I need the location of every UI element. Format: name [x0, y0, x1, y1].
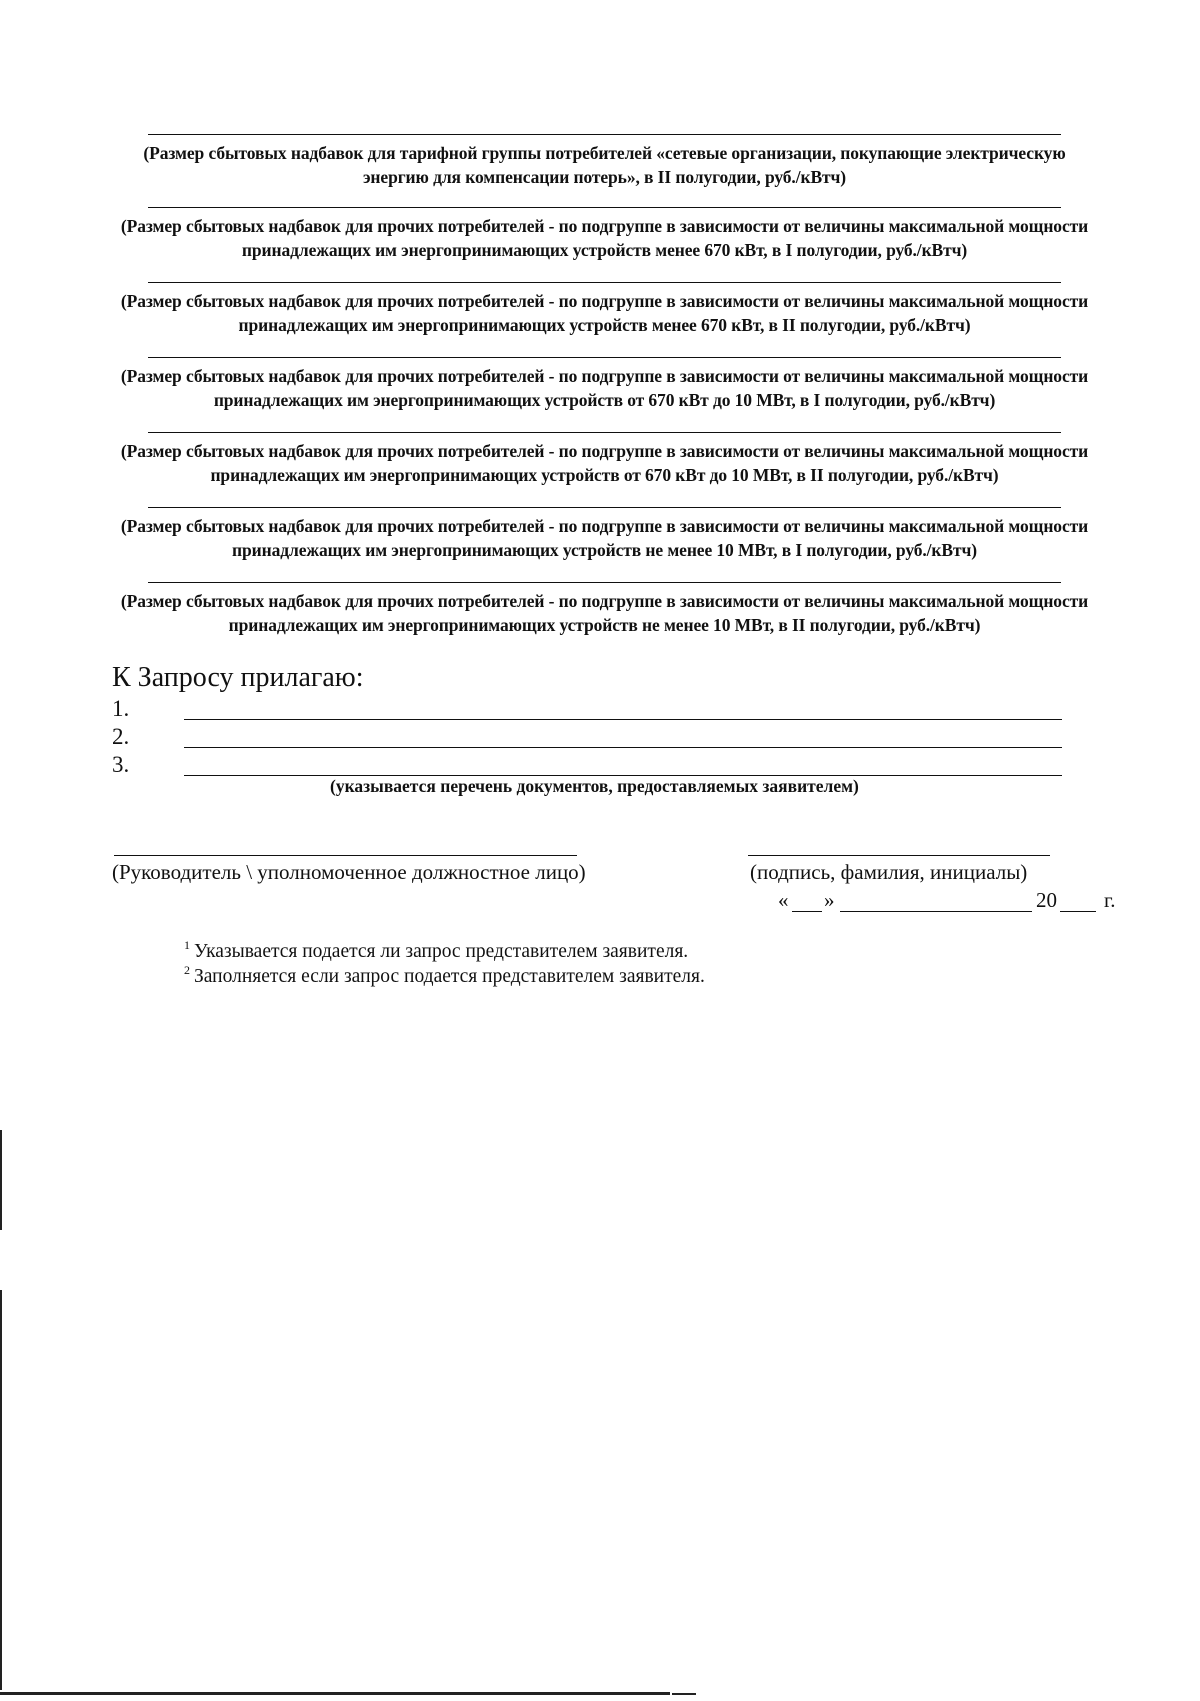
- field-caption: (Размер сбытовых надбавок для тарифной группы потребителей «сетевые организации, покупающие электрическую энергию для компенсации потерь», в II полугодии, руб./кВтч): [143, 143, 1066, 187]
- field-block-2: [112, 207, 1097, 262]
- field-caption: (Размер сбытовых надбавок для прочих потребителей - по подгруппе в зависимости от величины максимальной мощности принадлежащих им энергопринимающих устройств не менее 10 МВт, в I полугодии, руб./кВтч): [120, 516, 1089, 560]
- scan-bottom-mark: [0, 1692, 670, 1695]
- field-caption: (Размер сбытовых надбавок для прочих потребителей - по подгруппе в зависимости от величины максимальной мощности принадлежащих им энергопринимающих устройств от 670 кВт до 10 МВт, в I полугодии, руб./кВтч): [120, 366, 1089, 410]
- date-open-quote: «: [778, 888, 789, 912]
- attachment-number: 3.: [112, 752, 130, 777]
- fill-in-line[interactable]: [148, 357, 1061, 358]
- field-block-7: [112, 582, 1097, 637]
- field-block-5: [112, 432, 1097, 487]
- footnote-mark: 2: [184, 963, 190, 977]
- footnote-text: Заполняется если запрос подается представителем заявителя.: [194, 966, 705, 987]
- field-caption: (Размер сбытовых надбавок для прочих потребителей - по подгруппе в зависимости от величины максимальной мощности принадлежащих им энергопринимающих устройств менее 670 кВт, в II полугодии, руб./кВтч): [120, 291, 1089, 335]
- attachment-fill-line[interactable]: [184, 719, 1062, 720]
- signature-label: (подпись, фамилия, инициалы): [750, 860, 1028, 884]
- footnote-1: [184, 938, 688, 963]
- field-block-3: [112, 282, 1097, 337]
- official-signature-line[interactable]: [114, 855, 577, 856]
- scan-bottom-mark: [672, 1693, 696, 1695]
- attachments-title: К Запросу прилагаю:: [112, 662, 364, 693]
- footnote-text: Указывается подается ли запрос представителем заявителя.: [194, 941, 689, 962]
- field-block-1: [112, 134, 1097, 189]
- official-label: (Руководитель \ уполномоченное должностное лицо): [112, 860, 586, 884]
- date-month-blank[interactable]: [840, 911, 1032, 912]
- date-year-prefix: 20: [1036, 888, 1057, 912]
- field-caption: (Размер сбытовых надбавок для прочих потребителей - по подгруппе в зависимости от величины максимальной мощности принадлежащих им энергопринимающих устройств менее 670 кВт, в I полугодии, руб./кВтч): [120, 216, 1089, 260]
- attachments-note: (указывается перечень документов, предоставляемых заявителем): [330, 776, 859, 796]
- field-caption: (Размер сбытовых надбавок для прочих потребителей - по подгруппе в зависимости от величины максимальной мощности принадлежащих им энергопринимающих устройств не менее 10 МВт, в II полугодии, руб./кВтч): [120, 591, 1089, 635]
- fill-in-line[interactable]: [148, 432, 1061, 433]
- field-caption: (Размер сбытовых надбавок для прочих потребителей - по подгруппе в зависимости от величины максимальной мощности принадлежащих им энергопринимающих устройств от 670 кВт до 10 МВт, в II полугодии, руб./кВтч): [120, 441, 1089, 485]
- attachment-fill-line[interactable]: [184, 747, 1062, 748]
- fill-in-line[interactable]: [148, 282, 1061, 283]
- attachment-number: 1.: [112, 696, 130, 721]
- footnote-2: [184, 963, 705, 988]
- field-block-6: [112, 507, 1097, 562]
- fill-in-line[interactable]: [148, 134, 1061, 135]
- date-year-suffix: г.: [1104, 888, 1116, 912]
- attachment-item-2: [112, 724, 1062, 752]
- field-block-4: [112, 357, 1097, 412]
- signature-line[interactable]: [748, 855, 1050, 856]
- fill-in-line[interactable]: [148, 582, 1061, 583]
- attachment-item-1: [112, 696, 1062, 724]
- fill-in-line[interactable]: [148, 507, 1061, 508]
- footnote-mark: 1: [184, 938, 190, 952]
- attachment-number: 2.: [112, 724, 130, 749]
- date-close-quote: »: [824, 888, 835, 912]
- fill-in-line[interactable]: [148, 207, 1061, 208]
- date-day-blank[interactable]: [792, 911, 822, 912]
- scan-edge-mark: [0, 1290, 2, 1690]
- date-year-blank[interactable]: [1060, 911, 1096, 912]
- scan-edge-mark: [0, 1130, 2, 1230]
